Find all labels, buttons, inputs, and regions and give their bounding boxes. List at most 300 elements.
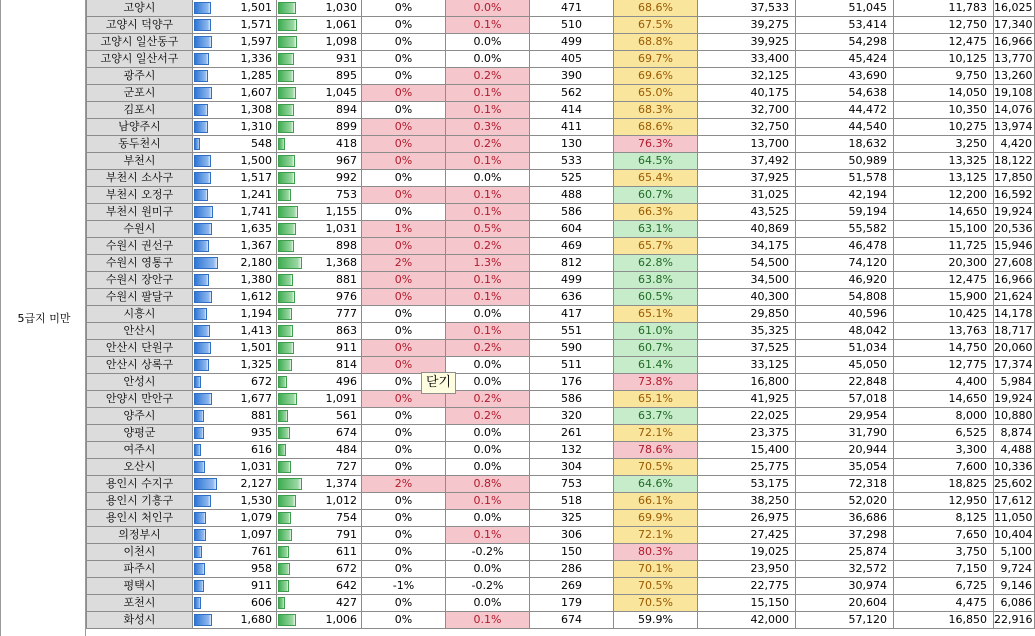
region-cell[interactable]: 의정부시: [86, 527, 193, 544]
difference-cell[interactable]: 325: [530, 510, 614, 527]
percent-cell[interactable]: 0%: [362, 510, 446, 527]
value-cell[interactable]: 4,488: [994, 442, 1035, 459]
region-cell[interactable]: 부천시: [86, 153, 193, 170]
bar-cell-primary[interactable]: [193, 153, 277, 170]
bar-cell-secondary[interactable]: [277, 578, 362, 595]
difference-cell[interactable]: 812: [530, 255, 614, 272]
region-cell[interactable]: 안산시: [86, 323, 193, 340]
value-cell[interactable]: 20,944: [796, 442, 894, 459]
value-cell[interactable]: 40,300: [698, 289, 796, 306]
bar-cell-secondary[interactable]: [277, 0, 362, 17]
percent-change-cell[interactable]: 0.1%: [446, 612, 530, 629]
region-cell[interactable]: 김포시: [86, 102, 193, 119]
value-cell[interactable]: 10,336: [994, 459, 1035, 476]
value-cell[interactable]: 15,900: [894, 289, 994, 306]
bar-cell-primary[interactable]: [193, 391, 277, 408]
value-cell[interactable]: 17,850: [994, 170, 1035, 187]
bar-cell-secondary[interactable]: [277, 221, 362, 238]
value-cell[interactable]: 19,924: [994, 391, 1035, 408]
value-cell[interactable]: 13,763: [894, 323, 994, 340]
difference-cell[interactable]: 586: [530, 204, 614, 221]
bar-cell-primary[interactable]: [193, 578, 277, 595]
percent-change-cell[interactable]: 0.1%: [446, 204, 530, 221]
value-cell[interactable]: 17,374: [994, 357, 1035, 374]
percent-cell[interactable]: 0%: [362, 0, 446, 17]
value-cell[interactable]: 19,025: [698, 544, 796, 561]
ratio-cell[interactable]: 80.3%: [614, 544, 698, 561]
percent-change-cell[interactable]: 0.1%: [446, 289, 530, 306]
bar-cell-primary[interactable]: [193, 612, 277, 629]
bar-cell-primary[interactable]: [193, 408, 277, 425]
value-cell[interactable]: 42,194: [796, 187, 894, 204]
percent-change-cell[interactable]: 0.0%: [446, 374, 530, 391]
value-cell[interactable]: 53,414: [796, 17, 894, 34]
region-cell[interactable]: 수원시 권선구: [86, 238, 193, 255]
value-cell[interactable]: 39,925: [698, 34, 796, 51]
value-cell[interactable]: 12,475: [894, 34, 994, 51]
value-cell[interactable]: 25,602: [994, 476, 1035, 493]
value-cell[interactable]: 16,592: [994, 187, 1035, 204]
ratio-cell[interactable]: 61.0%: [614, 323, 698, 340]
percent-cell[interactable]: 0%: [362, 374, 446, 391]
difference-cell[interactable]: 150: [530, 544, 614, 561]
value-cell[interactable]: 32,572: [796, 561, 894, 578]
value-cell[interactable]: 9,146: [994, 578, 1035, 595]
value-cell[interactable]: 52,020: [796, 493, 894, 510]
value-cell[interactable]: 57,018: [796, 391, 894, 408]
value-cell[interactable]: 14,050: [894, 85, 994, 102]
region-cell[interactable]: 부천시 원미구: [86, 204, 193, 221]
value-cell[interactable]: 40,596: [796, 306, 894, 323]
region-cell[interactable]: 평택시: [86, 578, 193, 595]
value-cell[interactable]: 12,200: [894, 187, 994, 204]
percent-change-cell[interactable]: 0.1%: [446, 527, 530, 544]
region-cell[interactable]: 수원시: [86, 221, 193, 238]
ratio-cell[interactable]: 60.5%: [614, 289, 698, 306]
bar-cell-secondary[interactable]: [277, 612, 362, 629]
difference-cell[interactable]: 469: [530, 238, 614, 255]
value-cell[interactable]: 12,475: [894, 272, 994, 289]
bar-cell-primary[interactable]: [193, 102, 277, 119]
value-cell[interactable]: 18,632: [796, 136, 894, 153]
percent-change-cell[interactable]: 0.0%: [446, 306, 530, 323]
percent-cell[interactable]: 0%: [362, 340, 446, 357]
region-cell[interactable]: 동두천시: [86, 136, 193, 153]
percent-cell[interactable]: 0%: [362, 136, 446, 153]
difference-cell[interactable]: 586: [530, 391, 614, 408]
bar-cell-primary[interactable]: [193, 476, 277, 493]
value-cell[interactable]: 37,298: [796, 527, 894, 544]
difference-cell[interactable]: 551: [530, 323, 614, 340]
percent-cell[interactable]: 0%: [362, 204, 446, 221]
difference-cell[interactable]: 674: [530, 612, 614, 629]
region-cell[interactable]: 여주시: [86, 442, 193, 459]
region-cell[interactable]: 포천시: [86, 595, 193, 612]
value-cell[interactable]: 5,100: [994, 544, 1035, 561]
ratio-cell[interactable]: 63.7%: [614, 408, 698, 425]
ratio-cell[interactable]: 68.6%: [614, 0, 698, 17]
value-cell[interactable]: 13,700: [698, 136, 796, 153]
value-cell[interactable]: 14,178: [994, 306, 1035, 323]
value-cell[interactable]: 15,946: [994, 238, 1035, 255]
bar-cell-primary[interactable]: [193, 357, 277, 374]
value-cell[interactable]: 15,400: [698, 442, 796, 459]
ratio-cell[interactable]: 66.3%: [614, 204, 698, 221]
ratio-cell[interactable]: 60.7%: [614, 187, 698, 204]
percent-cell[interactable]: 0%: [362, 17, 446, 34]
value-cell[interactable]: 42,000: [698, 612, 796, 629]
bar-cell-primary[interactable]: [193, 306, 277, 323]
bar-cell-primary[interactable]: [193, 442, 277, 459]
value-cell[interactable]: 10,125: [894, 51, 994, 68]
bar-cell-primary[interactable]: [193, 425, 277, 442]
ratio-cell[interactable]: 73.8%: [614, 374, 698, 391]
percent-change-cell[interactable]: 0.0%: [446, 34, 530, 51]
value-cell[interactable]: 12,750: [894, 17, 994, 34]
ratio-cell[interactable]: 63.8%: [614, 272, 698, 289]
ratio-cell[interactable]: 64.5%: [614, 153, 698, 170]
bar-cell-secondary[interactable]: [277, 340, 362, 357]
value-cell[interactable]: 50,989: [796, 153, 894, 170]
bar-cell-primary[interactable]: [193, 323, 277, 340]
value-cell[interactable]: 15,150: [698, 595, 796, 612]
bar-cell-primary[interactable]: [193, 204, 277, 221]
percent-cell[interactable]: 0%: [362, 238, 446, 255]
difference-cell[interactable]: 304: [530, 459, 614, 476]
value-cell[interactable]: 48,042: [796, 323, 894, 340]
percent-cell[interactable]: 0%: [362, 272, 446, 289]
ratio-cell[interactable]: 59.9%: [614, 612, 698, 629]
value-cell[interactable]: 6,525: [894, 425, 994, 442]
region-cell[interactable]: 고양시 일산동구: [86, 34, 193, 51]
bar-cell-secondary[interactable]: [277, 374, 362, 391]
value-cell[interactable]: 54,638: [796, 85, 894, 102]
region-cell[interactable]: 수원시 장안구: [86, 272, 193, 289]
difference-cell[interactable]: 562: [530, 85, 614, 102]
ratio-cell[interactable]: 70.1%: [614, 561, 698, 578]
difference-cell[interactable]: 179: [530, 595, 614, 612]
value-cell[interactable]: 8,000: [894, 408, 994, 425]
difference-cell[interactable]: 261: [530, 425, 614, 442]
percent-cell[interactable]: 0%: [362, 289, 446, 306]
region-cell[interactable]: 부천시 오정구: [86, 187, 193, 204]
percent-change-cell[interactable]: 1.3%: [446, 255, 530, 272]
difference-cell[interactable]: 390: [530, 68, 614, 85]
region-cell[interactable]: 광주시: [86, 68, 193, 85]
percent-cell[interactable]: 0%: [362, 612, 446, 629]
percent-change-cell[interactable]: 0.0%: [446, 510, 530, 527]
ratio-cell[interactable]: 65.7%: [614, 238, 698, 255]
value-cell[interactable]: 22,025: [698, 408, 796, 425]
percent-cell[interactable]: 0%: [362, 153, 446, 170]
value-cell[interactable]: 20,060: [994, 340, 1035, 357]
region-cell[interactable]: 안성시: [86, 374, 193, 391]
bar-cell-secondary[interactable]: [277, 17, 362, 34]
difference-cell[interactable]: 405: [530, 51, 614, 68]
percent-change-cell[interactable]: -0.2%: [446, 544, 530, 561]
value-cell[interactable]: 40,869: [698, 221, 796, 238]
value-cell[interactable]: 36,686: [796, 510, 894, 527]
bar-cell-primary[interactable]: [193, 527, 277, 544]
percent-change-cell[interactable]: 0.3%: [446, 119, 530, 136]
value-cell[interactable]: 72,318: [796, 476, 894, 493]
bar-cell-primary[interactable]: [193, 340, 277, 357]
bar-cell-primary[interactable]: [193, 119, 277, 136]
value-cell[interactable]: 13,125: [894, 170, 994, 187]
percent-cell[interactable]: 0%: [362, 170, 446, 187]
ratio-cell[interactable]: 64.6%: [614, 476, 698, 493]
group-column[interactable]: [0, 0, 86, 636]
bar-cell-primary[interactable]: [193, 255, 277, 272]
percent-change-cell[interactable]: 0.1%: [446, 272, 530, 289]
bar-cell-primary[interactable]: [193, 17, 277, 34]
value-cell[interactable]: 14,650: [894, 204, 994, 221]
value-cell[interactable]: 21,624: [994, 289, 1035, 306]
bar-cell-secondary[interactable]: [277, 102, 362, 119]
difference-cell[interactable]: 525: [530, 170, 614, 187]
value-cell[interactable]: 74,120: [796, 255, 894, 272]
value-cell[interactable]: 22,916: [994, 612, 1035, 629]
value-cell[interactable]: 31,790: [796, 425, 894, 442]
bar-cell-primary[interactable]: [193, 493, 277, 510]
value-cell[interactable]: 3,750: [894, 544, 994, 561]
value-cell[interactable]: 57,120: [796, 612, 894, 629]
percent-change-cell[interactable]: 0.2%: [446, 391, 530, 408]
ratio-cell[interactable]: 68.3%: [614, 102, 698, 119]
region-cell[interactable]: 오산시: [86, 459, 193, 476]
region-cell[interactable]: 안산시 단원구: [86, 340, 193, 357]
difference-cell[interactable]: 176: [530, 374, 614, 391]
value-cell[interactable]: 16,850: [894, 612, 994, 629]
value-cell[interactable]: 11,050: [994, 510, 1035, 527]
region-cell[interactable]: 고양시 덕양구: [86, 17, 193, 34]
value-cell[interactable]: 37,533: [698, 0, 796, 17]
bar-cell-secondary[interactable]: [277, 306, 362, 323]
difference-cell[interactable]: 130: [530, 136, 614, 153]
percent-change-cell[interactable]: 0.1%: [446, 153, 530, 170]
value-cell[interactable]: 15,100: [894, 221, 994, 238]
value-cell[interactable]: 13,325: [894, 153, 994, 170]
bar-cell-secondary[interactable]: [277, 544, 362, 561]
percent-cell[interactable]: 0%: [362, 85, 446, 102]
percent-cell[interactable]: 0%: [362, 527, 446, 544]
difference-cell[interactable]: 604: [530, 221, 614, 238]
value-cell[interactable]: 37,492: [698, 153, 796, 170]
bar-cell-primary[interactable]: [193, 374, 277, 391]
bar-cell-primary[interactable]: [193, 459, 277, 476]
bar-cell-secondary[interactable]: [277, 476, 362, 493]
value-cell[interactable]: 8,874: [994, 425, 1035, 442]
value-cell[interactable]: 20,300: [894, 255, 994, 272]
region-cell[interactable]: 수원시 영통구: [86, 255, 193, 272]
bar-cell-primary[interactable]: [193, 136, 277, 153]
difference-cell[interactable]: 636: [530, 289, 614, 306]
region-cell[interactable]: 부천시 소사구: [86, 170, 193, 187]
bar-cell-secondary[interactable]: [277, 391, 362, 408]
value-cell[interactable]: 4,475: [894, 595, 994, 612]
value-cell[interactable]: 41,925: [698, 391, 796, 408]
value-cell[interactable]: 23,375: [698, 425, 796, 442]
value-cell[interactable]: 5,984: [994, 374, 1035, 391]
value-cell[interactable]: 53,175: [698, 476, 796, 493]
region-cell[interactable]: 안산시 상록구: [86, 357, 193, 374]
value-cell[interactable]: 12,775: [894, 357, 994, 374]
value-cell[interactable]: 10,350: [894, 102, 994, 119]
bar-cell-secondary[interactable]: [277, 408, 362, 425]
ratio-cell[interactable]: 67.5%: [614, 17, 698, 34]
bar-cell-secondary[interactable]: [277, 51, 362, 68]
bar-cell-secondary[interactable]: [277, 204, 362, 221]
value-cell[interactable]: 6,086: [994, 595, 1035, 612]
percent-cell[interactable]: 0%: [362, 408, 446, 425]
value-cell[interactable]: 13,974: [994, 119, 1035, 136]
bar-cell-secondary[interactable]: [277, 187, 362, 204]
difference-cell[interactable]: 511: [530, 357, 614, 374]
value-cell[interactable]: 4,400: [894, 374, 994, 391]
value-cell[interactable]: 13,770: [994, 51, 1035, 68]
region-cell[interactable]: 파주시: [86, 561, 193, 578]
percent-change-cell[interactable]: 0.1%: [446, 323, 530, 340]
value-cell[interactable]: 31,025: [698, 187, 796, 204]
bar-cell-secondary[interactable]: [277, 34, 362, 51]
bar-cell-secondary[interactable]: [277, 289, 362, 306]
value-cell[interactable]: 16,966: [994, 34, 1035, 51]
percent-cell[interactable]: 0%: [362, 561, 446, 578]
value-cell[interactable]: 22,848: [796, 374, 894, 391]
value-cell[interactable]: 46,920: [796, 272, 894, 289]
percent-change-cell[interactable]: 0.2%: [446, 340, 530, 357]
value-cell[interactable]: 35,054: [796, 459, 894, 476]
bar-cell-secondary[interactable]: [277, 442, 362, 459]
percent-change-cell[interactable]: 0.1%: [446, 102, 530, 119]
value-cell[interactable]: 8,125: [894, 510, 994, 527]
value-cell[interactable]: 29,954: [796, 408, 894, 425]
value-cell[interactable]: 4,420: [994, 136, 1035, 153]
percent-cell[interactable]: -1%: [362, 578, 446, 595]
difference-cell[interactable]: 417: [530, 306, 614, 323]
bar-cell-secondary[interactable]: [277, 85, 362, 102]
ratio-cell[interactable]: 68.6%: [614, 119, 698, 136]
difference-cell[interactable]: 499: [530, 34, 614, 51]
value-cell[interactable]: 37,525: [698, 340, 796, 357]
bar-cell-secondary[interactable]: [277, 272, 362, 289]
percent-cell[interactable]: 0%: [362, 357, 446, 374]
percent-cell[interactable]: 0%: [362, 391, 446, 408]
value-cell[interactable]: 26,975: [698, 510, 796, 527]
value-cell[interactable]: 35,325: [698, 323, 796, 340]
bar-cell-secondary[interactable]: [277, 136, 362, 153]
bar-cell-secondary[interactable]: [277, 561, 362, 578]
difference-cell[interactable]: 414: [530, 102, 614, 119]
difference-cell[interactable]: 286: [530, 561, 614, 578]
bar-cell-primary[interactable]: [193, 170, 277, 187]
percent-cell[interactable]: 0%: [362, 442, 446, 459]
ratio-cell[interactable]: 69.6%: [614, 68, 698, 85]
difference-cell[interactable]: 471: [530, 0, 614, 17]
region-cell[interactable]: 시흥시: [86, 306, 193, 323]
value-cell[interactable]: 18,825: [894, 476, 994, 493]
value-cell[interactable]: 3,250: [894, 136, 994, 153]
percent-change-cell[interactable]: 0.0%: [446, 442, 530, 459]
percent-change-cell[interactable]: 0.2%: [446, 136, 530, 153]
percent-change-cell[interactable]: 0.8%: [446, 476, 530, 493]
ratio-cell[interactable]: 65.4%: [614, 170, 698, 187]
ratio-cell[interactable]: 66.1%: [614, 493, 698, 510]
value-cell[interactable]: 34,500: [698, 272, 796, 289]
region-cell[interactable]: 용인시 처인구: [86, 510, 193, 527]
value-cell[interactable]: 7,150: [894, 561, 994, 578]
bar-cell-secondary[interactable]: [277, 595, 362, 612]
value-cell[interactable]: 32,125: [698, 68, 796, 85]
value-cell[interactable]: 51,034: [796, 340, 894, 357]
region-cell[interactable]: 남양주시: [86, 119, 193, 136]
percent-cell[interactable]: 2%: [362, 255, 446, 272]
bar-cell-primary[interactable]: [193, 51, 277, 68]
region-cell[interactable]: 양평군: [86, 425, 193, 442]
bar-cell-secondary[interactable]: [277, 357, 362, 374]
region-cell[interactable]: 용인시 기흥구: [86, 493, 193, 510]
value-cell[interactable]: 9,724: [994, 561, 1035, 578]
group-label-cell[interactable]: 5급지 미만: [17, 312, 71, 325]
value-cell[interactable]: 51,578: [796, 170, 894, 187]
region-cell[interactable]: 고양시: [86, 0, 193, 17]
bar-cell-primary[interactable]: [193, 289, 277, 306]
value-cell[interactable]: 13,260: [994, 68, 1035, 85]
ratio-cell[interactable]: 68.8%: [614, 34, 698, 51]
bar-cell-primary[interactable]: [193, 187, 277, 204]
value-cell[interactable]: 33,400: [698, 51, 796, 68]
ratio-cell[interactable]: 70.5%: [614, 459, 698, 476]
value-cell[interactable]: 29,850: [698, 306, 796, 323]
percent-change-cell[interactable]: 0.0%: [446, 170, 530, 187]
ratio-cell[interactable]: 63.1%: [614, 221, 698, 238]
bar-cell-secondary[interactable]: [277, 170, 362, 187]
value-cell[interactable]: 30,974: [796, 578, 894, 595]
value-cell[interactable]: 17,340: [994, 17, 1035, 34]
ratio-cell[interactable]: 70.5%: [614, 578, 698, 595]
value-cell[interactable]: 45,050: [796, 357, 894, 374]
ratio-cell[interactable]: 62.8%: [614, 255, 698, 272]
percent-change-cell[interactable]: 0.0%: [446, 561, 530, 578]
ratio-cell[interactable]: 72.1%: [614, 527, 698, 544]
bar-cell-secondary[interactable]: [277, 238, 362, 255]
region-cell[interactable]: 군포시: [86, 85, 193, 102]
region-cell[interactable]: 고양시 일산서구: [86, 51, 193, 68]
bar-cell-secondary[interactable]: [277, 153, 362, 170]
percent-change-cell[interactable]: -0.2%: [446, 578, 530, 595]
percent-cell[interactable]: 0%: [362, 425, 446, 442]
value-cell[interactable]: 18,122: [994, 153, 1035, 170]
region-cell[interactable]: 이천시: [86, 544, 193, 561]
bar-cell-secondary[interactable]: [277, 255, 362, 272]
percent-change-cell[interactable]: 0.0%: [446, 595, 530, 612]
value-cell[interactable]: 32,750: [698, 119, 796, 136]
value-cell[interactable]: 54,298: [796, 34, 894, 51]
value-cell[interactable]: 37,925: [698, 170, 796, 187]
value-cell[interactable]: 51,045: [796, 0, 894, 17]
percent-change-cell[interactable]: 0.0%: [446, 425, 530, 442]
region-cell[interactable]: 안양시 만안구: [86, 391, 193, 408]
ratio-cell[interactable]: 70.5%: [614, 595, 698, 612]
bar-cell-primary[interactable]: [193, 272, 277, 289]
percent-cell[interactable]: 0%: [362, 119, 446, 136]
value-cell[interactable]: 16,966: [994, 272, 1035, 289]
percent-change-cell[interactable]: 0.2%: [446, 68, 530, 85]
value-cell[interactable]: 10,425: [894, 306, 994, 323]
percent-change-cell[interactable]: 0.0%: [446, 51, 530, 68]
value-cell[interactable]: 12,950: [894, 493, 994, 510]
value-cell[interactable]: 38,250: [698, 493, 796, 510]
